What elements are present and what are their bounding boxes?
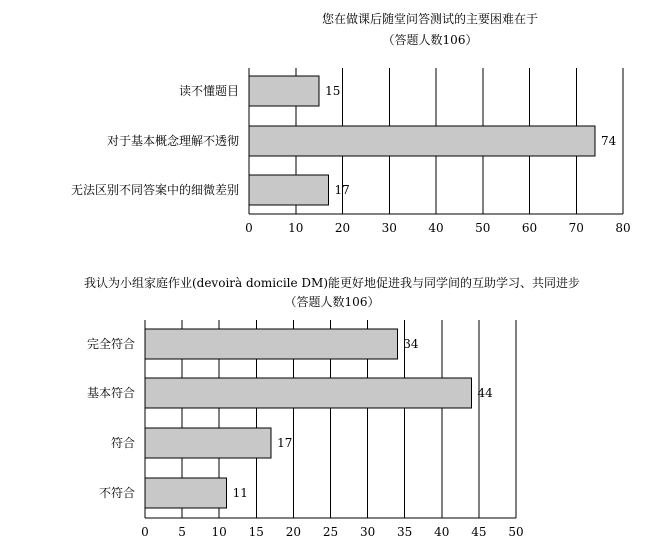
chart-2-tick-label-3: 15: [248, 525, 264, 539]
chart-1-bar-2: [249, 175, 328, 205]
chart-2-category-label-2: 符合: [110, 436, 135, 450]
chart-2-bars: [145, 329, 471, 508]
chart-1-tick-labels: [245, 221, 630, 235]
chart-2-tick-label-4: 20: [285, 525, 302, 539]
chart-1-tick-label-4: 40: [428, 221, 444, 235]
chart-2-tick-label-2: 10: [211, 525, 227, 539]
chart-2-subtitle: （答题人数106）: [284, 295, 380, 309]
chart-1-category-label-0: 读不懂题目: [178, 84, 239, 98]
chart-2-category-label-0: 完全符合: [86, 337, 135, 351]
chart-1-value-label-1: 74: [600, 134, 617, 148]
chart-1-tick-label-2: 20: [334, 221, 351, 235]
chart-1-subtitle: （答题人数106）: [382, 33, 478, 47]
chart-2-bar-0: [145, 329, 397, 359]
chart-2-value-label-3: 11: [232, 486, 248, 500]
chart-2-bar-2: [145, 428, 271, 458]
chart-2-tick-label-9: 45: [471, 525, 487, 539]
chart-1-tick-label-0: 0: [245, 221, 253, 235]
chart-2-title: 我认为小组家庭作业(devoirà domicile DM)能更好地促进我与同学间的互助学习、共同进步: [83, 276, 581, 290]
chart-1-tick-label-8: 80: [615, 221, 631, 235]
chart-1-tick-label-3: 30: [381, 221, 397, 235]
chart-1-category-label-2: 无法区别不同答案中的细微差别: [70, 183, 239, 197]
chart-2-tick-label-7: 35: [397, 525, 413, 539]
chart-2-tick-label-6: 30: [359, 525, 376, 539]
chart-1-bar-0: [249, 76, 319, 106]
chart-2-tick-label-5: 25: [322, 525, 339, 539]
chart-2-tick-label-8: 40: [434, 525, 450, 539]
chart-1-bar-1: [249, 126, 595, 156]
chart-2-value-label-1: 44: [477, 386, 493, 400]
chart-2-bar-3: [145, 478, 227, 508]
chart-1-tick-label-7: 70: [568, 221, 584, 235]
chart-2-bar-1: [145, 378, 471, 408]
chart-1-tick-label-5: 50: [475, 221, 491, 235]
chart-1-title: 您在做课后随堂问答测试的主要困难在于: [321, 12, 539, 26]
chart-2-value-label-0: 34: [403, 337, 419, 351]
chart-1-tick-label-1: 10: [288, 221, 304, 235]
chart-1-value-label-2: 17: [334, 183, 350, 197]
chart-2-category-label-3: 不符合: [98, 486, 135, 500]
chart-2-tick-label-0: 0: [141, 525, 149, 539]
chart-1-bars: [249, 76, 595, 205]
chart-2-category-labels: [87, 336, 135, 500]
chart-2-tick-label-10: 50: [508, 525, 524, 539]
chart-2-value-labels: [233, 337, 493, 500]
chart-1-tick-label-6: 60: [521, 221, 538, 235]
chart-1-value-label-0: 15: [325, 84, 341, 98]
chart-2-category-label-1: 基本符合: [86, 386, 135, 400]
chart-1: [71, 11, 631, 235]
chart-2-value-label-2: 17: [277, 436, 293, 450]
chart-2-tick-labels: [141, 525, 523, 539]
chart-2-tick-label-1: 5: [178, 525, 186, 539]
chart-1-category-labels: [71, 83, 239, 197]
chart-1-category-label-1: 对于基本概念理解不透彻: [106, 134, 239, 148]
chart-2: [84, 275, 580, 539]
